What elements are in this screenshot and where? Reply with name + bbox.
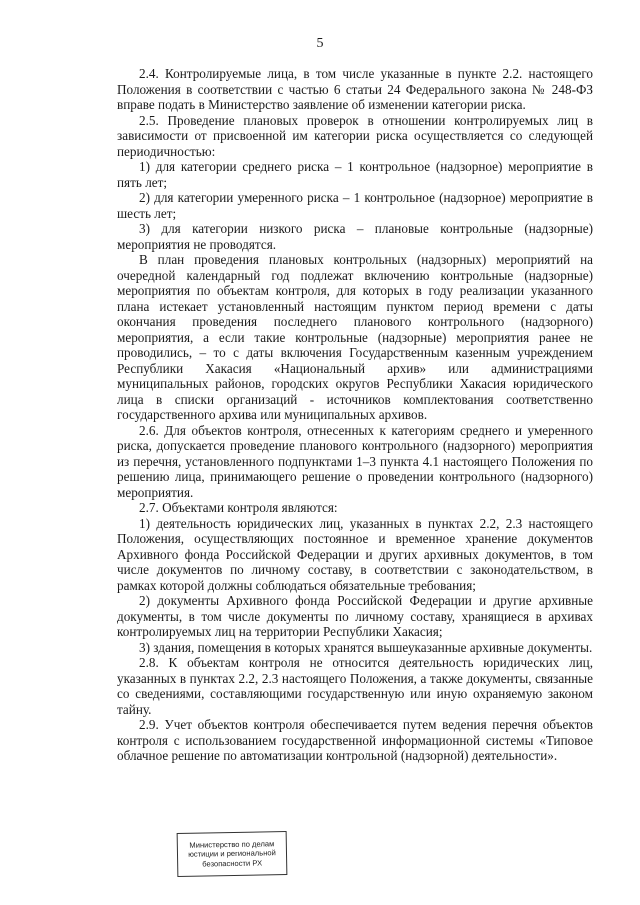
stamp-line-2: юстиции и региональной <box>188 848 276 860</box>
paragraph-2-9: 2.9. Учет объектов контроля обеспечивается путем ведения перечня объектов контроля с использованием государственной информационной системы «Типовое облачное решение по автоматизации контрольной (надзорной) деятельности». <box>117 717 593 763</box>
page-number: 5 <box>316 36 324 51</box>
paragraph-2-5-item-3: 3) для категории низкого риска – плановые контрольные (надзорные) мероприятия не проводятся. <box>117 221 593 252</box>
paragraph-plan: В план проведения плановых контрольных (надзорных) мероприятий на очередной календарный год подлежат включению контрольные (надзорные) мероприятия по объектам контроля, для которых в году реализации указанного плана истекает установленный настоящим пунктом период времени с даты окончания проведения последнего планового контрольного (надзорного) мероприятия, а если такие контрольные (надзорные) мероприятия ранее не проводились, – то с даты включения Государственным казенным учреждением Республики Хакасия «Национальный архив» или администрациями муниципальных районов, городских округов Республики Хакасия юридического лица в списки организаций - источников комплектования соответственно государственного архива или муниципальных архивов. <box>117 252 593 422</box>
paragraph-2-7: 2.7. Объектами контроля являются: <box>139 500 338 515</box>
paragraph-2-6: 2.6. Для объектов контроля, отнесенных к категориям среднего и умеренного риска, допускается проведение планового контрольного (надзорного) мероприятия из перечня, установленного подпунктами 1–3 пункта 4.1 настоящего Положения по решению лица, принимающего решение о проведении контрольного (надзорного) мероприятия. <box>117 422 593 500</box>
paragraph-2-5-item-2: 2) для категории умеренного риска – 1 контрольное (надзорное) мероприятие в шесть лет; <box>117 190 593 221</box>
document-body <box>117 66 593 764</box>
paragraph-2-7-item-3: 3) здания, помещения в которых хранятся вышеуказанные архивные документы. <box>139 639 593 655</box>
paragraph-2-7-item-2: 2) документы Архивного фонда Российской Федерации и другие архивные документы, в том числе документы по личному составу, хранящиеся в архивах контролируемых лиц на территории Республики Хакасия; <box>117 593 593 639</box>
paragraph-2-7-item-1: 1) деятельность юридических лиц, указанных в пунктах 2.2, 2.3 настоящего Положения, осуществляющих постоянное и временное хранение документов Архивного фонда Российской Федерации и других архивных документов, в том числе документов по личному составу, в соответствии с законодательством, в рамках которой должны соблюдаться обязательные требования; <box>117 515 593 593</box>
paragraph-2-4: 2.4. Контролируемые лица, в том числе указанные в пункте 2.2. настоящего Положения в соответствии с частью 6 статьи 24 Федерального закона № 248-ФЗ вправе подать в Министерство заявление об изменении категории риска. <box>117 66 593 112</box>
paragraph-2-8: 2.8. К объектам контроля не относится деятельность юридических лиц, указанных в пунктах 2.2, 2.3 настоящего Положения, а также документы, связанные со сведениями, составляющими государственную или иную охраняемую законом тайну. <box>117 655 593 717</box>
stamp-line-3: безопасности РХ <box>202 858 263 869</box>
paragraph-2-5-item-1: 1) для категории среднего риска – 1 контрольное (надзорное) мероприятие в пять лет; <box>117 159 593 190</box>
paragraph-2-5: 2.5. Проведение плановых проверок в отношении контролируемых лиц в зависимости от присвоенной им категории риска осуществляется со следующей периодичностью: <box>117 112 593 159</box>
ministry-stamp <box>177 831 288 877</box>
stamp-line-1: Министерство по делам <box>189 839 275 850</box>
